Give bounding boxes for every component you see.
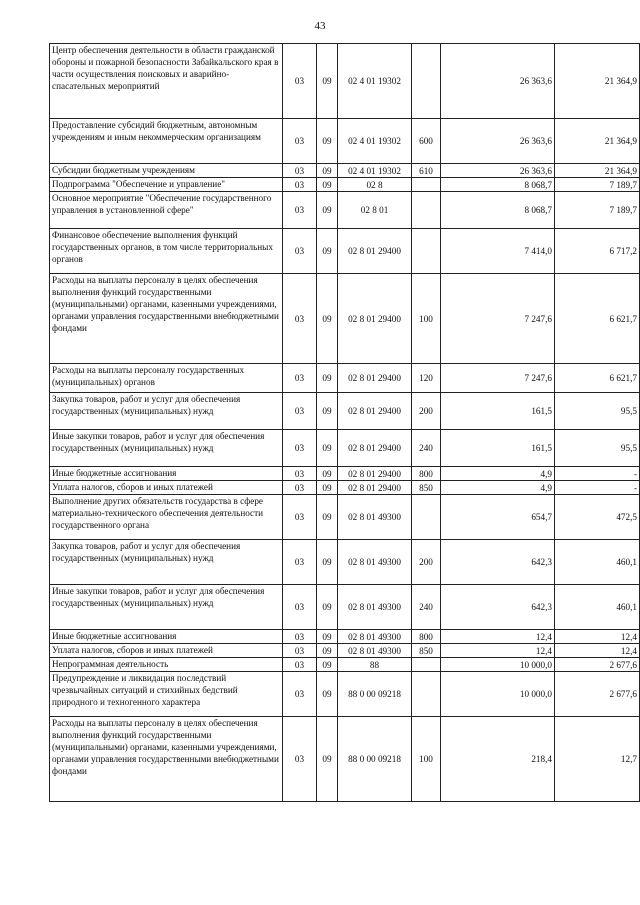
row-subsection: 09 (317, 393, 338, 430)
table-row (50, 164, 640, 178)
row-target-article: 02 4 01 19302 (338, 164, 412, 178)
row-amount-actual: 12,4 (555, 630, 640, 644)
row-section: 03 (283, 585, 317, 630)
row-subsection: 09 (317, 178, 338, 192)
row-target-article: 02 8 01 49300 (338, 540, 412, 585)
row-subsection: 09 (317, 467, 338, 481)
row-section: 03 (283, 393, 317, 430)
row-expense-type: 200 (412, 540, 441, 585)
row-expense-type: 610 (412, 164, 441, 178)
row-target-article: 88 (338, 658, 412, 672)
page-number: 43 (314, 20, 326, 32)
row-amount-actual: 472,5 (555, 495, 640, 540)
row-name: Иные закупки товаров, работ и услуг для обеспечения государственных (муниципальных) нужд (50, 430, 283, 467)
row-name: Расходы на выплаты персоналу в целях обеспечения выполнения функций государственными (муниципальными) органами, казенными учреждениями, органами управления государственными внебюджетными фондами (50, 274, 283, 364)
row-expense-type (412, 178, 441, 192)
table-row (50, 119, 640, 164)
row-section: 03 (283, 495, 317, 540)
row-subsection: 09 (317, 364, 338, 393)
row-amount-plan: 7 247,6 (441, 274, 555, 364)
row-amount-actual: 95,5 (555, 430, 640, 467)
row-amount-actual: 12,4 (555, 644, 640, 658)
row-target-article: 02 8 01 29400 (338, 430, 412, 467)
table-row (50, 44, 640, 119)
row-section: 03 (283, 540, 317, 585)
row-amount-plan: 642,3 (441, 585, 555, 630)
table-row (50, 178, 640, 192)
row-target-article: 02 8 01 29400 (338, 481, 412, 495)
table-row (50, 481, 640, 495)
row-name: Закупка товаров, работ и услуг для обеспечения государственных (муниципальных) нужд (50, 540, 283, 585)
row-amount-actual: 21 364,9 (555, 119, 640, 164)
table-row (50, 585, 640, 630)
row-target-article: 02 8 01 29400 (338, 274, 412, 364)
row-section: 03 (283, 178, 317, 192)
row-subsection: 09 (317, 192, 338, 229)
row-section: 03 (283, 229, 317, 274)
row-target-article: 02 8 01 29400 (338, 229, 412, 274)
table-row (50, 644, 640, 658)
row-amount-actual: 2 677,6 (555, 658, 640, 672)
row-section: 03 (283, 119, 317, 164)
table-row (50, 467, 640, 481)
row-target-article: 02 8 01 29400 (338, 364, 412, 393)
row-expense-type: 600 (412, 119, 441, 164)
row-amount-plan: 26 363,6 (441, 164, 555, 178)
row-amount-plan: 4,9 (441, 467, 555, 481)
row-expense-type (412, 495, 441, 540)
row-name: Основное мероприятие "Обеспечение государственного управления в установленной сфере" (50, 192, 283, 229)
row-amount-actual: 7 189,7 (555, 192, 640, 229)
row-section: 03 (283, 274, 317, 364)
row-target-article: 02 8 01 49300 (338, 495, 412, 540)
row-amount-actual: - (555, 481, 640, 495)
row-subsection: 09 (317, 430, 338, 467)
row-amount-actual: 2 677,6 (555, 672, 640, 717)
row-subsection: 09 (317, 717, 338, 802)
row-target-article: 02 8 01 29400 (338, 467, 412, 481)
table-row (50, 672, 640, 717)
row-target-article: 88 0 00 09218 (338, 717, 412, 802)
table-row (50, 393, 640, 430)
table-row (50, 658, 640, 672)
row-expense-type: 100 (412, 274, 441, 364)
row-amount-plan: 218,4 (441, 717, 555, 802)
row-name: Финансовое обеспечение выполнения функций государственных органов, в том числе территориальных органов (50, 229, 283, 274)
row-amount-plan: 161,5 (441, 393, 555, 430)
row-amount-plan: 4,9 (441, 481, 555, 495)
row-expense-type: 100 (412, 717, 441, 802)
row-name: Иные бюджетные ассигнования (50, 630, 283, 644)
row-name: Иные закупки товаров, работ и услуг для обеспечения государственных (муниципальных) нужд (50, 585, 283, 630)
row-target-article: 02 4 01 19302 (338, 119, 412, 164)
table-row (50, 229, 640, 274)
row-section: 03 (283, 44, 317, 119)
row-subsection: 09 (317, 119, 338, 164)
row-section: 03 (283, 644, 317, 658)
table-row (50, 192, 640, 229)
row-subsection: 09 (317, 644, 338, 658)
row-target-article: 02 8 01 49300 (338, 644, 412, 658)
row-amount-plan: 7 247,6 (441, 364, 555, 393)
row-target-article: 02 8 01 29400 (338, 393, 412, 430)
row-target-article: 02 8 01 49300 (338, 585, 412, 630)
row-section: 03 (283, 364, 317, 393)
row-expense-type: 850 (412, 644, 441, 658)
row-subsection: 09 (317, 44, 338, 119)
row-expense-type: 240 (412, 430, 441, 467)
row-subsection: 09 (317, 495, 338, 540)
row-expense-type (412, 44, 441, 119)
row-name: Центр обеспечения деятельности в области гражданской обороны и пожарной безопасности Забайкальского края в части осуществления поисковых и аварийно-спасательных мероприятий (50, 44, 283, 119)
row-subsection: 09 (317, 630, 338, 644)
row-subsection: 09 (317, 164, 338, 178)
row-target-article: 02 4 01 19302 (338, 44, 412, 119)
table-row (50, 717, 640, 802)
row-section: 03 (283, 430, 317, 467)
row-name: Субсидии бюджетным учреждениям (50, 164, 283, 178)
row-target-article: 02 8 (338, 178, 412, 192)
row-name: Предоставление субсидий бюджетным, автономным учреждениям и иным некоммерческим организациям (50, 119, 283, 164)
row-amount-actual: 21 364,9 (555, 44, 640, 119)
row-amount-plan: 642,3 (441, 540, 555, 585)
row-amount-actual: 21 364,9 (555, 164, 640, 178)
row-expense-type (412, 658, 441, 672)
row-subsection: 09 (317, 540, 338, 585)
row-amount-actual: 6 621,7 (555, 274, 640, 364)
table-row (50, 495, 640, 540)
row-amount-plan: 161,5 (441, 430, 555, 467)
row-subsection: 09 (317, 229, 338, 274)
row-amount-plan: 12,4 (441, 644, 555, 658)
row-amount-actual: 460,1 (555, 540, 640, 585)
row-amount-actual: 460,1 (555, 585, 640, 630)
row-section: 03 (283, 717, 317, 802)
row-target-article: 88 0 00 09218 (338, 672, 412, 717)
table-row (50, 364, 640, 393)
row-section: 03 (283, 658, 317, 672)
row-target-article: 02 8 01 49300 (338, 630, 412, 644)
table-row (50, 274, 640, 364)
row-expense-type: 240 (412, 585, 441, 630)
row-amount-plan: 10 000,0 (441, 672, 555, 717)
row-name: Закупка товаров, работ и услуг для обеспечения государственных (муниципальных) нужд (50, 393, 283, 430)
row-amount-actual: 95,5 (555, 393, 640, 430)
row-name: Расходы на выплаты персоналу в целях обеспечения выполнения функций государственными (муниципальными) органами, казенными учреждениями, органами управления государственными внебюджетными фондами (50, 717, 283, 802)
row-expense-type: 200 (412, 393, 441, 430)
row-amount-actual: 6 717,2 (555, 229, 640, 274)
table-row (50, 430, 640, 467)
row-name: Предупреждение и ликвидация последствий чрезвычайных ситуаций и стихийных бедствий природного и техногенного характера (50, 672, 283, 717)
row-name: Подпрограмма "Обеспечение и управление" (50, 178, 283, 192)
row-subsection: 09 (317, 658, 338, 672)
table-row (50, 630, 640, 644)
row-expense-type: 800 (412, 467, 441, 481)
row-amount-plan: 26 363,6 (441, 119, 555, 164)
budget-table (49, 43, 640, 802)
row-name: Уплата налогов, сборов и иных платежей (50, 481, 283, 495)
row-subsection: 09 (317, 672, 338, 717)
row-expense-type: 850 (412, 481, 441, 495)
row-name: Выполнение других обязательств государства в сфере материально-технического обеспечения деятельности государственного органа (50, 495, 283, 540)
row-subsection: 09 (317, 585, 338, 630)
row-amount-plan: 654,7 (441, 495, 555, 540)
row-expense-type (412, 672, 441, 717)
row-amount-plan: 12,4 (441, 630, 555, 644)
row-section: 03 (283, 192, 317, 229)
row-name: Расходы на выплаты персоналу государственных (муниципальных) органов (50, 364, 283, 393)
row-amount-actual: 12,7 (555, 717, 640, 802)
row-expense-type (412, 229, 441, 274)
row-expense-type: 120 (412, 364, 441, 393)
row-target-article: 02 8 01 (338, 192, 412, 229)
row-amount-actual: 7 189,7 (555, 178, 640, 192)
row-amount-plan: 7 414,0 (441, 229, 555, 274)
row-amount-actual: - (555, 467, 640, 481)
row-amount-plan: 26 363,6 (441, 44, 555, 119)
row-section: 03 (283, 481, 317, 495)
row-amount-plan: 10 000,0 (441, 658, 555, 672)
row-expense-type: 800 (412, 630, 441, 644)
row-subsection: 09 (317, 274, 338, 364)
table-row (50, 540, 640, 585)
row-section: 03 (283, 164, 317, 178)
row-section: 03 (283, 672, 317, 717)
row-amount-plan: 8 068,7 (441, 192, 555, 229)
row-name: Иные бюджетные ассигнования (50, 467, 283, 481)
row-section: 03 (283, 467, 317, 481)
row-expense-type (412, 192, 441, 229)
row-amount-plan: 8 068,7 (441, 178, 555, 192)
row-name: Непрограммная деятельность (50, 658, 283, 672)
row-name: Уплата налогов, сборов и иных платежей (50, 644, 283, 658)
row-subsection: 09 (317, 481, 338, 495)
row-amount-actual: 6 621,7 (555, 364, 640, 393)
row-section: 03 (283, 630, 317, 644)
